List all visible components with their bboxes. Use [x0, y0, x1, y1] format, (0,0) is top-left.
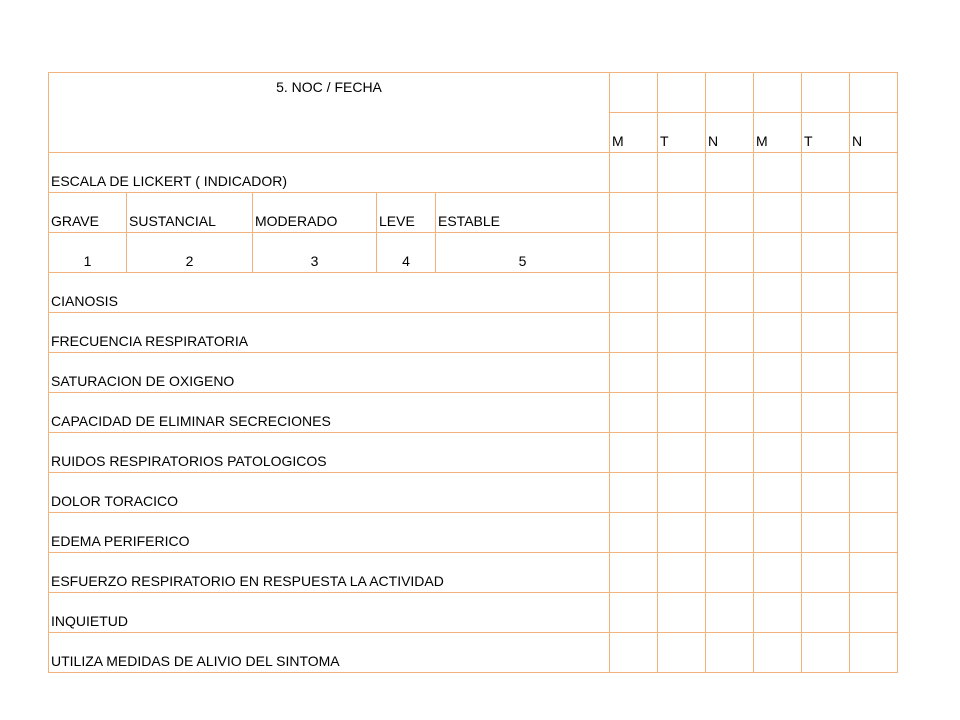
shift-cell [802, 313, 850, 353]
indicator-label [49, 513, 610, 553]
scale-level-value-text: 2 [185, 253, 194, 269]
scale-title-row [49, 153, 898, 193]
indicator-row [49, 433, 898, 473]
shift-cell [706, 593, 754, 633]
scale-level-value [377, 233, 436, 273]
shift-cell [610, 73, 658, 113]
shift-cell [754, 233, 802, 273]
indicator-label [49, 353, 610, 393]
shift-cell [754, 153, 802, 193]
shift-cell [850, 473, 898, 513]
shift-label-text: M [756, 133, 768, 149]
shift-cell [850, 633, 898, 673]
scale-level-label-text: GRAVE [51, 213, 99, 229]
shift-cell [658, 273, 706, 313]
shift-cell [802, 633, 850, 673]
shift-cell [706, 233, 754, 273]
scale-level-label [49, 193, 127, 233]
shift-cell [754, 633, 802, 673]
indicator-label-text: SATURACION DE OXIGENO [51, 373, 235, 389]
shift-cell [754, 393, 802, 433]
scale-level-label-text: MODERADO [255, 213, 338, 229]
shift-cell [658, 553, 706, 593]
scale-label-row [49, 193, 898, 233]
shift-cell [610, 313, 658, 353]
shift-cell [610, 473, 658, 513]
indicator-row [49, 273, 898, 313]
shift-cell [610, 513, 658, 553]
indicator-row [49, 473, 898, 513]
shift-label [802, 113, 850, 153]
shift-cell [850, 193, 898, 233]
shift-cell [658, 73, 706, 113]
shift-cell [850, 553, 898, 593]
shift-cell [610, 633, 658, 673]
shift-cell [706, 553, 754, 593]
indicator-label [49, 553, 610, 593]
shift-cell [610, 153, 658, 193]
shift-cell [658, 513, 706, 553]
indicator-label [49, 593, 610, 633]
indicator-label [49, 313, 610, 353]
shift-cell [850, 313, 898, 353]
shift-cell [706, 633, 754, 673]
shift-cell [658, 313, 706, 353]
scale-level-label [377, 193, 436, 233]
indicator-row [49, 513, 898, 553]
shift-cell [850, 153, 898, 193]
scale-level-value [436, 233, 610, 273]
shift-cell [802, 353, 850, 393]
indicator-row [49, 593, 898, 633]
scale-level-value-text: 1 [83, 253, 92, 269]
shift-cell [610, 273, 658, 313]
shift-cell [802, 513, 850, 553]
shift-cell [802, 433, 850, 473]
shift-cell [706, 193, 754, 233]
scale-level-label [436, 193, 610, 233]
shift-cell [802, 393, 850, 433]
shift-cell [754, 353, 802, 393]
indicator-row [49, 353, 898, 393]
shift-cell [802, 193, 850, 233]
shift-cell [802, 553, 850, 593]
indicator-row [49, 633, 898, 673]
shift-cell [610, 433, 658, 473]
shift-cell [706, 313, 754, 353]
scale-title-text: ESCALA DE LICKERT ( INDICADOR) [51, 173, 287, 189]
shift-cell [706, 353, 754, 393]
shift-cell [658, 193, 706, 233]
shift-cell [754, 433, 802, 473]
shift-label-text: M [612, 133, 624, 149]
shift-cell [706, 473, 754, 513]
indicator-label-text: UTILIZA MEDIDAS DE ALIVIO DEL SINTOMA [51, 653, 340, 669]
indicator-label-text: CAPACIDAD DE ELIMINAR SECRECIONES [51, 413, 331, 429]
scale-level-value [253, 233, 377, 273]
shift-label [658, 113, 706, 153]
indicator-label-text: INQUIETUD [51, 613, 128, 629]
scale-title [49, 153, 610, 193]
shift-cell [658, 633, 706, 673]
indicator-label [49, 393, 610, 433]
shift-cell [850, 513, 898, 553]
shift-cell [850, 273, 898, 313]
shift-cell [802, 593, 850, 633]
shift-cell [610, 553, 658, 593]
shift-cell [802, 153, 850, 193]
indicator-label-text: RUIDOS RESPIRATORIOS PATOLOGICOS [51, 453, 327, 469]
indicator-row [49, 313, 898, 353]
indicator-row [49, 393, 898, 433]
indicator-label-text: CIANOSIS [51, 293, 118, 309]
scale-level-label-text: LEVE [379, 213, 415, 229]
shift-cell [754, 193, 802, 233]
noc-title-row [49, 73, 898, 113]
shift-cell [802, 73, 850, 113]
shift-cell [610, 593, 658, 633]
shift-cell [610, 233, 658, 273]
shift-cell [658, 353, 706, 393]
indicator-label [49, 473, 610, 513]
shift-cell [754, 473, 802, 513]
shift-cell [658, 233, 706, 273]
shift-cell [850, 73, 898, 113]
noc-date-title-text: 5. NOC / FECHA [276, 79, 382, 95]
shift-cell [658, 393, 706, 433]
shift-cell [706, 513, 754, 553]
shift-cell [658, 433, 706, 473]
shift-cell [706, 273, 754, 313]
scale-level-label-text: SUSTANCIAL [129, 213, 216, 229]
shift-label-text: T [660, 133, 669, 149]
shift-cell [802, 273, 850, 313]
shift-cell [850, 393, 898, 433]
shift-cell [754, 553, 802, 593]
scale-level-label [127, 193, 253, 233]
shift-cell [610, 353, 658, 393]
scale-level-value [49, 233, 127, 273]
indicator-label-text: DOLOR TORACICO [51, 493, 179, 509]
shift-cell [802, 233, 850, 273]
shift-cell [850, 353, 898, 393]
scale-level-value-text: 5 [518, 253, 527, 269]
shift-cell [754, 313, 802, 353]
indicator-label-text: EDEMA PERIFERICO [51, 533, 190, 549]
shift-label-text: N [708, 133, 719, 149]
shift-cell [754, 513, 802, 553]
shift-cell [706, 433, 754, 473]
shift-cell [754, 593, 802, 633]
shift-cell [706, 393, 754, 433]
scale-level-value [127, 233, 253, 273]
scale-level-label-text: ESTABLE [438, 213, 500, 229]
shift-label [706, 113, 754, 153]
shift-cell [658, 593, 706, 633]
scale-level-value-text: 4 [402, 253, 410, 269]
scale-value-row [49, 233, 898, 273]
scale-level-label [253, 193, 377, 233]
shift-cell [706, 73, 754, 113]
scale-level-value-text: 3 [310, 253, 319, 269]
indicator-label [49, 633, 610, 673]
shift-cell [658, 153, 706, 193]
shift-label [850, 113, 898, 153]
shift-cell [850, 433, 898, 473]
shift-cell [850, 593, 898, 633]
shift-cell [850, 233, 898, 273]
indicator-row [49, 553, 898, 593]
shift-cell [754, 73, 802, 113]
shift-cell [706, 153, 754, 193]
shift-label-text: N [852, 133, 863, 149]
shift-cell [754, 273, 802, 313]
shift-cell [658, 473, 706, 513]
indicator-label-text: ESFUERZO RESPIRATORIO EN RESPUESTA LA ACTIVIDAD [51, 573, 444, 589]
noc-date-title [49, 73, 610, 153]
indicator-label-text: FRECUENCIA RESPIRATORIA [51, 333, 249, 349]
shift-label [610, 113, 658, 153]
indicator-label [49, 433, 610, 473]
shift-cell [802, 473, 850, 513]
shift-cell [610, 193, 658, 233]
shift-label [754, 113, 802, 153]
shift-cell [610, 393, 658, 433]
noc-table [48, 72, 898, 673]
shift-label-text: T [804, 133, 813, 149]
indicator-label [49, 273, 610, 313]
